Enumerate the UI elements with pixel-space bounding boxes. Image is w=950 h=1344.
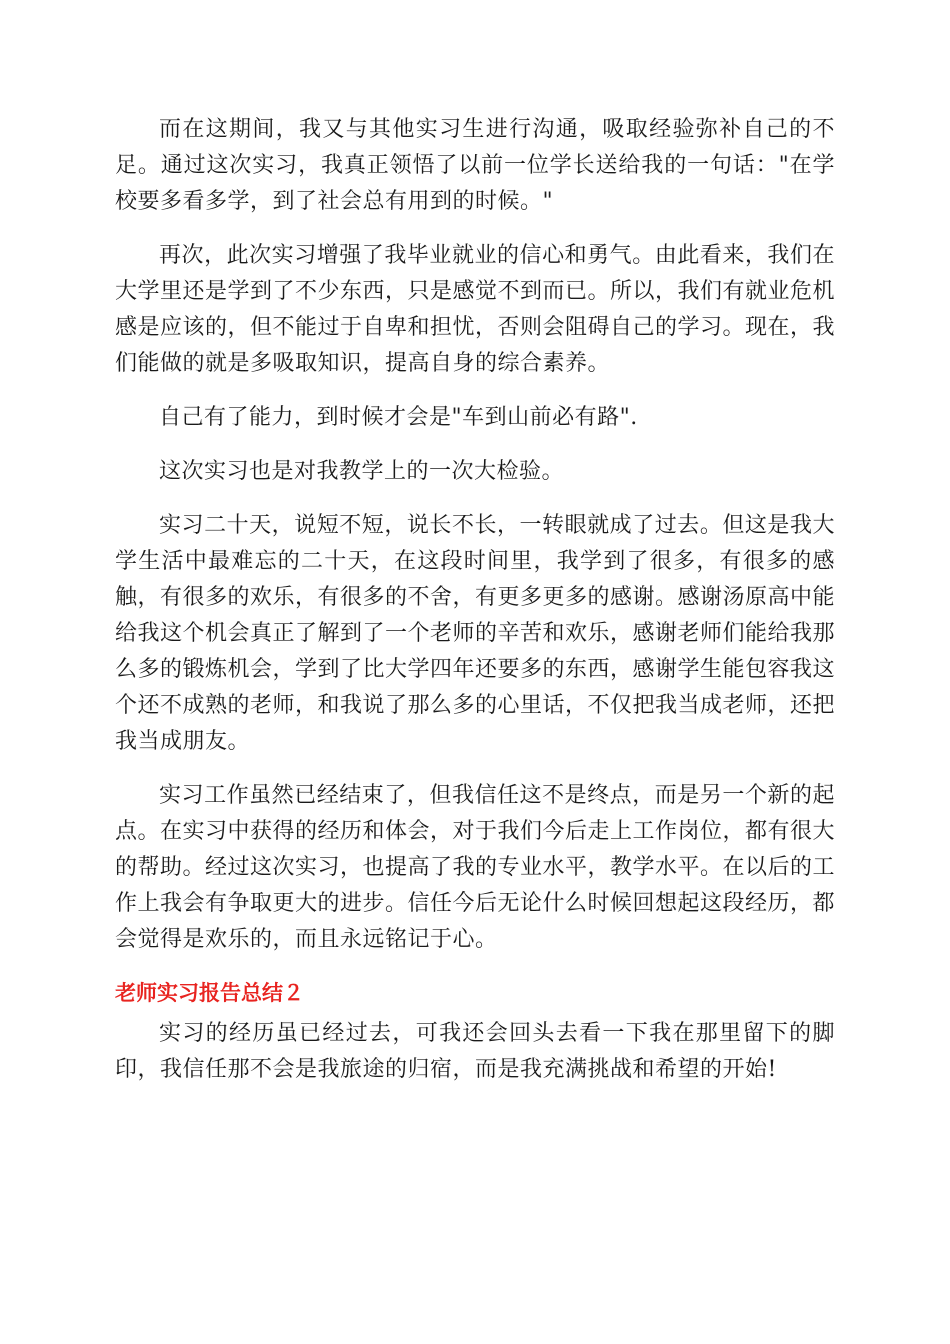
paragraph-4: 这次实习也是对我教学上的一次大检验。 bbox=[159, 459, 565, 484]
paragraph-7: 实习的经历虽已经过去，可我还会回头去看一下我在那里留下的脚印，我信任那不会是我旅途的归宿，而是我充满挑战和希望的开始! bbox=[115, 1021, 835, 1082]
paragraph-1: 而在这期间，我又与其他实习生进行沟通，吸取经验弥补自己的不足。通过这次实习，我真正领悟了以前一位学长送给我的一句话："在学校要多看多学，到了社会总有用到的时候。" bbox=[115, 117, 835, 214]
paragraph-2: 再次，此次实习增强了我毕业就业的信心和勇气。由此看来，我们在大学里还是学到了不少东西，只是感觉不到而已。所以，我们有就业危机感是应该的，但不能过于自卑和担忧，否则会阻碍自己的学习。现在，我们能做的就是多吸取知识，提高自身的综合素养。 bbox=[115, 243, 836, 376]
section-heading: 老师实习报告总结２ bbox=[115, 981, 304, 1005]
paragraph-5: 实习二十天，说短不短，说长不长，一转眼就成了过去。但这是我大学生活中最难忘的二十天，在这段时间里，我学到了很多，有很多的感触，有很多的欢乐，有很多的不舍，有更多更多的感谢。感谢汤原高中能给我这个机会真正了解到了一个老师的辛苦和欢乐，感谢老师们能给我那么多的锻炼机会，学到了比大学四年还要多的东西，感谢学生能包容我这个还不成熟的老师，和我说了那么多的心里话，不仅把我当成老师，还把我当成朋友。 bbox=[115, 513, 836, 754]
document-page bbox=[115, 112, 835, 1106]
paragraph-6: 实习工作虽然已经结束了，但我信任这不是终点，而是另一个新的起点。在实习中获得的经历和体会，对于我们今后走上工作岗位，都有很大的帮助。经过这次实习，也提高了我的专业水平，教学水平。在以后的工作上我会有争取更大的进步。信任今后无论什么时候回想起这段经历，都会觉得是欢乐的，而且永远铭记于心。 bbox=[115, 783, 836, 952]
paragraph-3: 自己有了能力，到时候才会是"车到山前必有路". bbox=[159, 405, 638, 430]
